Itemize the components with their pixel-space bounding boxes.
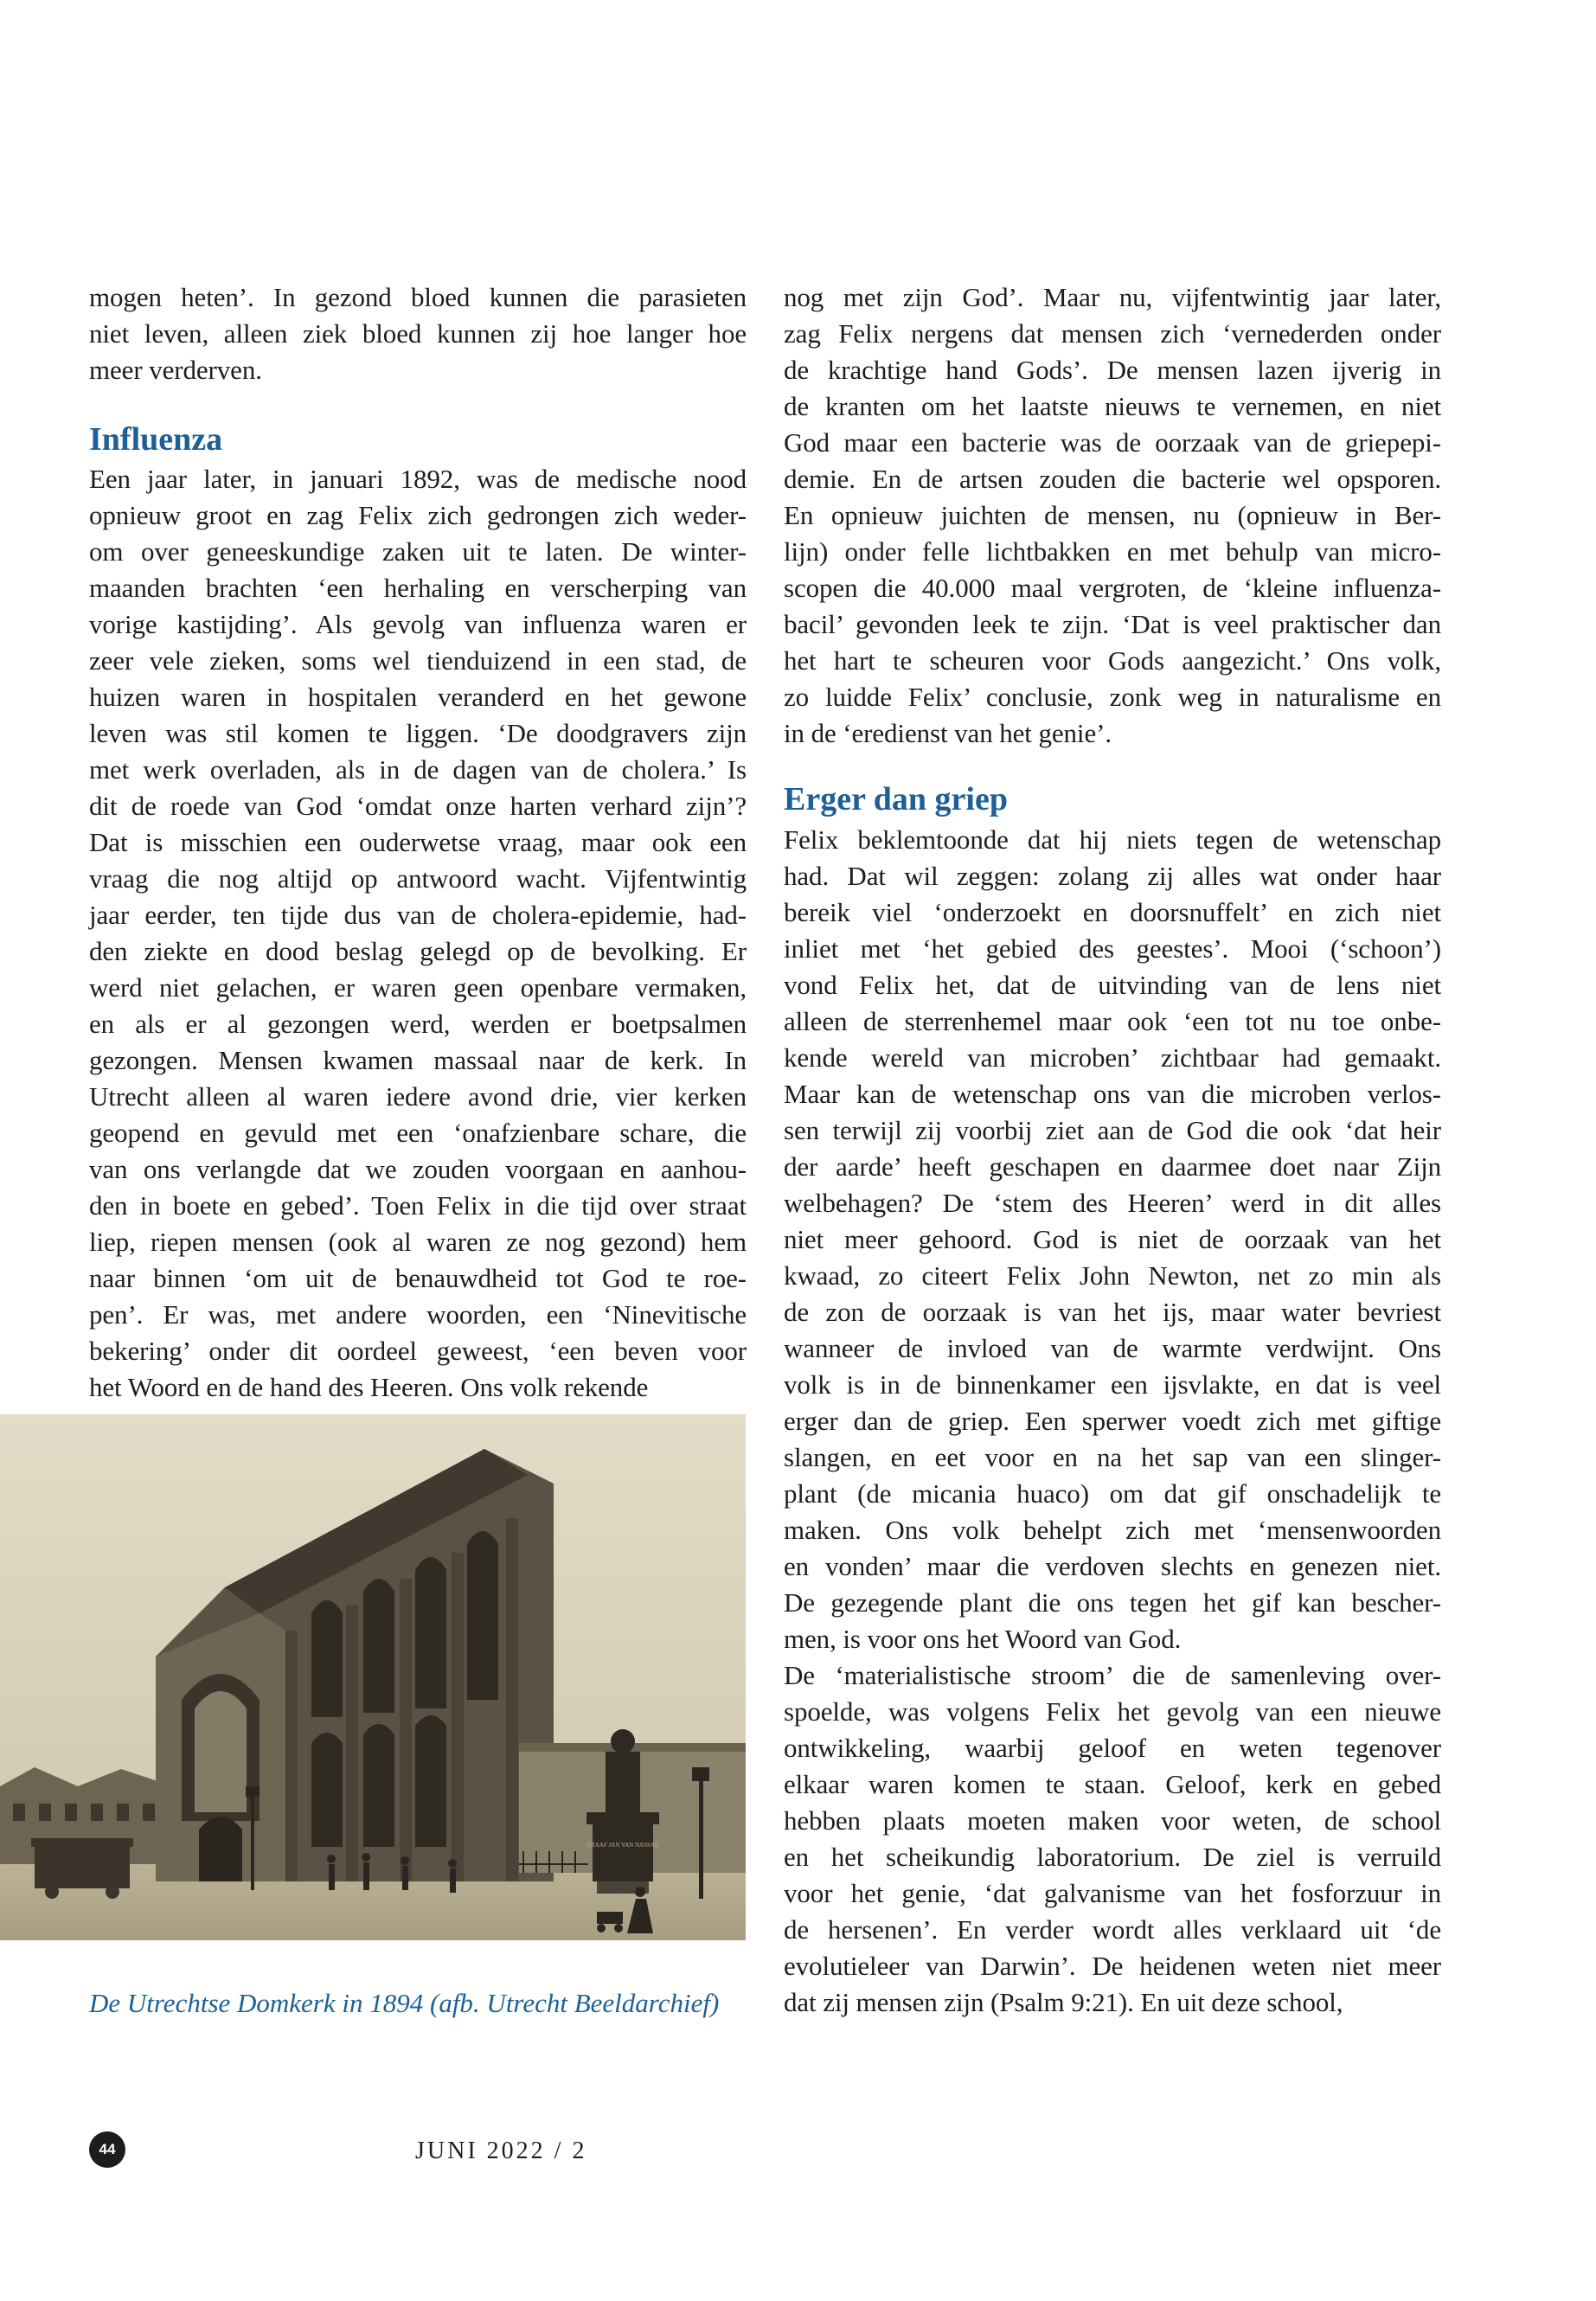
text-line: De ‘materialistische stroom’ die de samenleving over-	[784, 1660, 1441, 1690]
text-line: het hart te scheuren voor Gods aangezicht.’ Ons volk,	[784, 645, 1441, 676]
text-line: bekering’ onder dit oordeel geweest, ‘een beven voor	[89, 1336, 747, 1366]
text-line: den in boete en gebed’. Toen Felix in die tijd over straat	[89, 1190, 747, 1221]
photo-caption: De Utrechtse Domkerk in 1894 (afb. Utrecht Beeldarchief)	[89, 1988, 720, 2018]
text-line: elkaar waren komen te staan. Geloof, kerk en gebed	[784, 1769, 1441, 1799]
text-line: kwaad, zo citeert Felix John Newton, net zo min als	[784, 1260, 1441, 1291]
text-line: men, is voor ons het Woord van God.	[784, 1624, 1182, 1654]
text-line: liep, riepen mensen (ook al waren ze nog gezond) hem	[89, 1227, 747, 1257]
heading-erger-dan-griep: Erger dan griep	[784, 781, 1008, 817]
text-line: Dat is misschien een ouderwetse vraag, maar ook een	[89, 827, 747, 857]
text-line: bereik viel ‘onderzoekt en doorsnuffelt’ en zich niet	[784, 897, 1441, 927]
text-line: scopen die 40.000 maal vergroten, de ‘kleine influenza-	[784, 573, 1441, 603]
text-line: slangen, en eet voor en na het sap van een slinger-	[784, 1442, 1441, 1472]
text-line: kende wereld van microben’ zichtbaar had gemaakt.	[784, 1042, 1441, 1073]
text-line: de kranten om het laatste nieuws te vernemen, en niet	[784, 391, 1441, 421]
text-line: En opnieuw juichten de mensen, nu (opnieuw in Ber-	[784, 500, 1441, 530]
text-line: Maar kan de wetenschap ons van die microben verlos-	[784, 1079, 1441, 1109]
text-line: in de ‘eredienst van het genie’.	[784, 718, 1112, 748]
text-line: naar binnen ‘om uit de benauwdheid tot God te roe-	[89, 1263, 747, 1293]
text-line: plant (de micania huaco) om dat gif onschadelijk te	[784, 1478, 1441, 1509]
text-line: spoelde, was volgens Felix het gevolg van een nieuwe	[784, 1696, 1441, 1727]
text-line: evolutieleer van Darwin’. De heidenen weten niet meer	[784, 1951, 1441, 1981]
issue-label: JUNI 2022 / 2	[415, 2138, 587, 2164]
text-line: God maar een bacterie was de oorzaak van de griepepi-	[784, 427, 1441, 458]
text-line: ontwikkeling, waarbij geloof en weten tegenover	[784, 1733, 1441, 1763]
text-line: bacil’ gevonden leek te zijn. ‘Dat is veel praktischer dan	[784, 609, 1441, 639]
text-line: alleen de sterrenhemel maar ook ‘een tot nu toe onbe-	[784, 1006, 1441, 1036]
left-paragraph-1	[89, 279, 747, 388]
text-line: met werk overladen, als in de dagen van de cholera.’ Is	[89, 754, 747, 785]
text-line: jaar eerder, ten tijde dus van de cholera-epidemie, had-	[89, 900, 747, 930]
text-line: voor het genie, ‘dat galvanisme van het fosforzuur in	[784, 1878, 1441, 1908]
text-line: maanden brachten ‘een herhaling en verscherping van	[89, 573, 747, 603]
text-line: meer verderven.	[89, 355, 262, 385]
heading-influenza: Influenza	[89, 421, 223, 458]
right-paragraph-1	[784, 279, 1441, 752]
text-line: leven was stil komen te liggen. ‘De doodgravers zijn	[89, 718, 747, 748]
text-line: niet meer gehoord. God is niet de oorzaak van het	[784, 1224, 1441, 1254]
text-line: de hersenen’. En verder wordt alles verklaard uit ‘de	[784, 1914, 1441, 1945]
text-line: niet leven, alleen ziek bloed kunnen zij hoe langer hoe	[89, 318, 747, 349]
statue-plaque: GRAAF JAN VAN NASSAU	[586, 1842, 659, 1849]
text-line: de zon de oorzaak is van het ijs, maar water bevriest	[784, 1297, 1441, 1327]
text-line: om over geneeskundige zaken uit te laten. De winter-	[89, 536, 747, 567]
domkerk-photo	[0, 1414, 746, 1940]
text-line: Utrecht alleen al waren iedere avond drie, vier kerken	[89, 1081, 747, 1112]
text-line: gezongen. Mensen kwamen massaal naar de kerk. In	[89, 1045, 747, 1075]
text-line: maken. Ons volk behelpt zich met ‘mensenwoorden	[784, 1515, 1441, 1545]
text-line: opnieuw groot en zag Felix zich gedrongen zich weder-	[89, 500, 747, 530]
text-line: demie. En de artsen zouden die bacterie wel opsporen.	[784, 464, 1441, 494]
page-number-badge: 44	[89, 2131, 125, 2168]
text-line: dat zij mensen zijn (Psalm 9:21). En uit deze school,	[784, 1987, 1343, 2017]
text-line: volk is in de binnenkamer een ijsvlakte, en dat is veel	[784, 1369, 1441, 1400]
text-line: nog met zijn God’. Maar nu, vijfentwintig jaar later,	[784, 282, 1441, 312]
text-line: pen’. Er was, met andere woorden, een ‘Ninevitische	[89, 1299, 747, 1330]
text-line: welbehagen? De ‘stem des Heeren’ werd in dit alles	[784, 1188, 1441, 1218]
right-paragraph-2	[784, 822, 1441, 1657]
text-line: inliet met ‘het gebied des geestes’. Mooi (‘schoon’)	[784, 933, 1441, 964]
domkerk-illustration	[0, 1414, 746, 1940]
text-line: van ons verlangde dat we zouden voorgaan en aanhou-	[89, 1154, 747, 1184]
text-line: dit de roede van God ‘omdat onze harten verhard zijn’?	[89, 791, 747, 821]
text-line: mogen heten’. In gezond bloed kunnen die parasieten	[89, 282, 747, 312]
text-line: werd niet gelachen, er waren geen openbare vermaken,	[89, 972, 747, 1003]
text-line: wanneer de invloed van de warmte verdwijnt. Ons	[784, 1333, 1441, 1363]
text-line: geopend en gevuld met een ‘onafzienbare schare, die	[89, 1118, 747, 1148]
text-line: sen terwijl zij voorbij ziet aan de God die ook ‘dat heir	[784, 1115, 1441, 1145]
text-line: het Woord en de hand des Heeren. Ons volk rekende	[89, 1372, 649, 1402]
text-line: den ziekte en dood beslag gelegd op de bevolking. Er	[89, 936, 747, 966]
text-line: vorige kastijding’. Als gevolg van influenza waren er	[89, 609, 747, 639]
text-line: huizen waren in hospitalen veranderd en het gewone	[89, 682, 747, 712]
right-paragraph-3	[784, 1657, 1441, 2021]
text-line: zeer vele zieken, soms wel tienduizend in een stad, de	[89, 645, 747, 676]
text-line: had. Dat wil zeggen: zolang zij alles wat onder haar	[784, 861, 1441, 891]
text-line: De gezegende plant die ons tegen het gif kan bescher-	[784, 1587, 1441, 1618]
text-line: erger dan de griep. Een sperwer voedt zich met giftige	[784, 1406, 1441, 1436]
text-line: en het scheikundig laboratorium. De ziel is verruild	[784, 1842, 1441, 1872]
text-line: vraag die nog altijd op antwoord wacht. Vijfentwintig	[89, 863, 747, 894]
left-paragraph-2	[89, 461, 747, 1406]
text-line: der aarde’ heeft geschapen en daarmee doet naar Zijn	[784, 1151, 1441, 1182]
text-line: Een jaar later, in januari 1892, was de medische nood	[89, 464, 747, 494]
text-line: zo luidde Felix’ conclusie, zonk weg in naturalisme en	[784, 682, 1441, 712]
text-line: hebben plaats moeten maken voor weten, de school	[784, 1805, 1441, 1836]
text-line: lijn) onder felle lichtbakken en met behulp van micro-	[784, 536, 1441, 567]
text-line: Felix beklemtoonde dat hij niets tegen de wetenschap	[784, 824, 1441, 855]
text-line: en vonden’ maar die verdoven slechts en genezen niet.	[784, 1551, 1441, 1581]
text-line: vond Felix het, dat de uitvinding van de lens niet	[784, 970, 1441, 1000]
text-line: zag Felix nergens dat mensen zich ‘vernederden onder	[784, 318, 1441, 349]
text-line: de krachtige hand Gods’. De mensen lazen ijverig in	[784, 355, 1441, 385]
text-line: en als er al gezongen werd, werden er boetpsalmen	[89, 1009, 747, 1039]
